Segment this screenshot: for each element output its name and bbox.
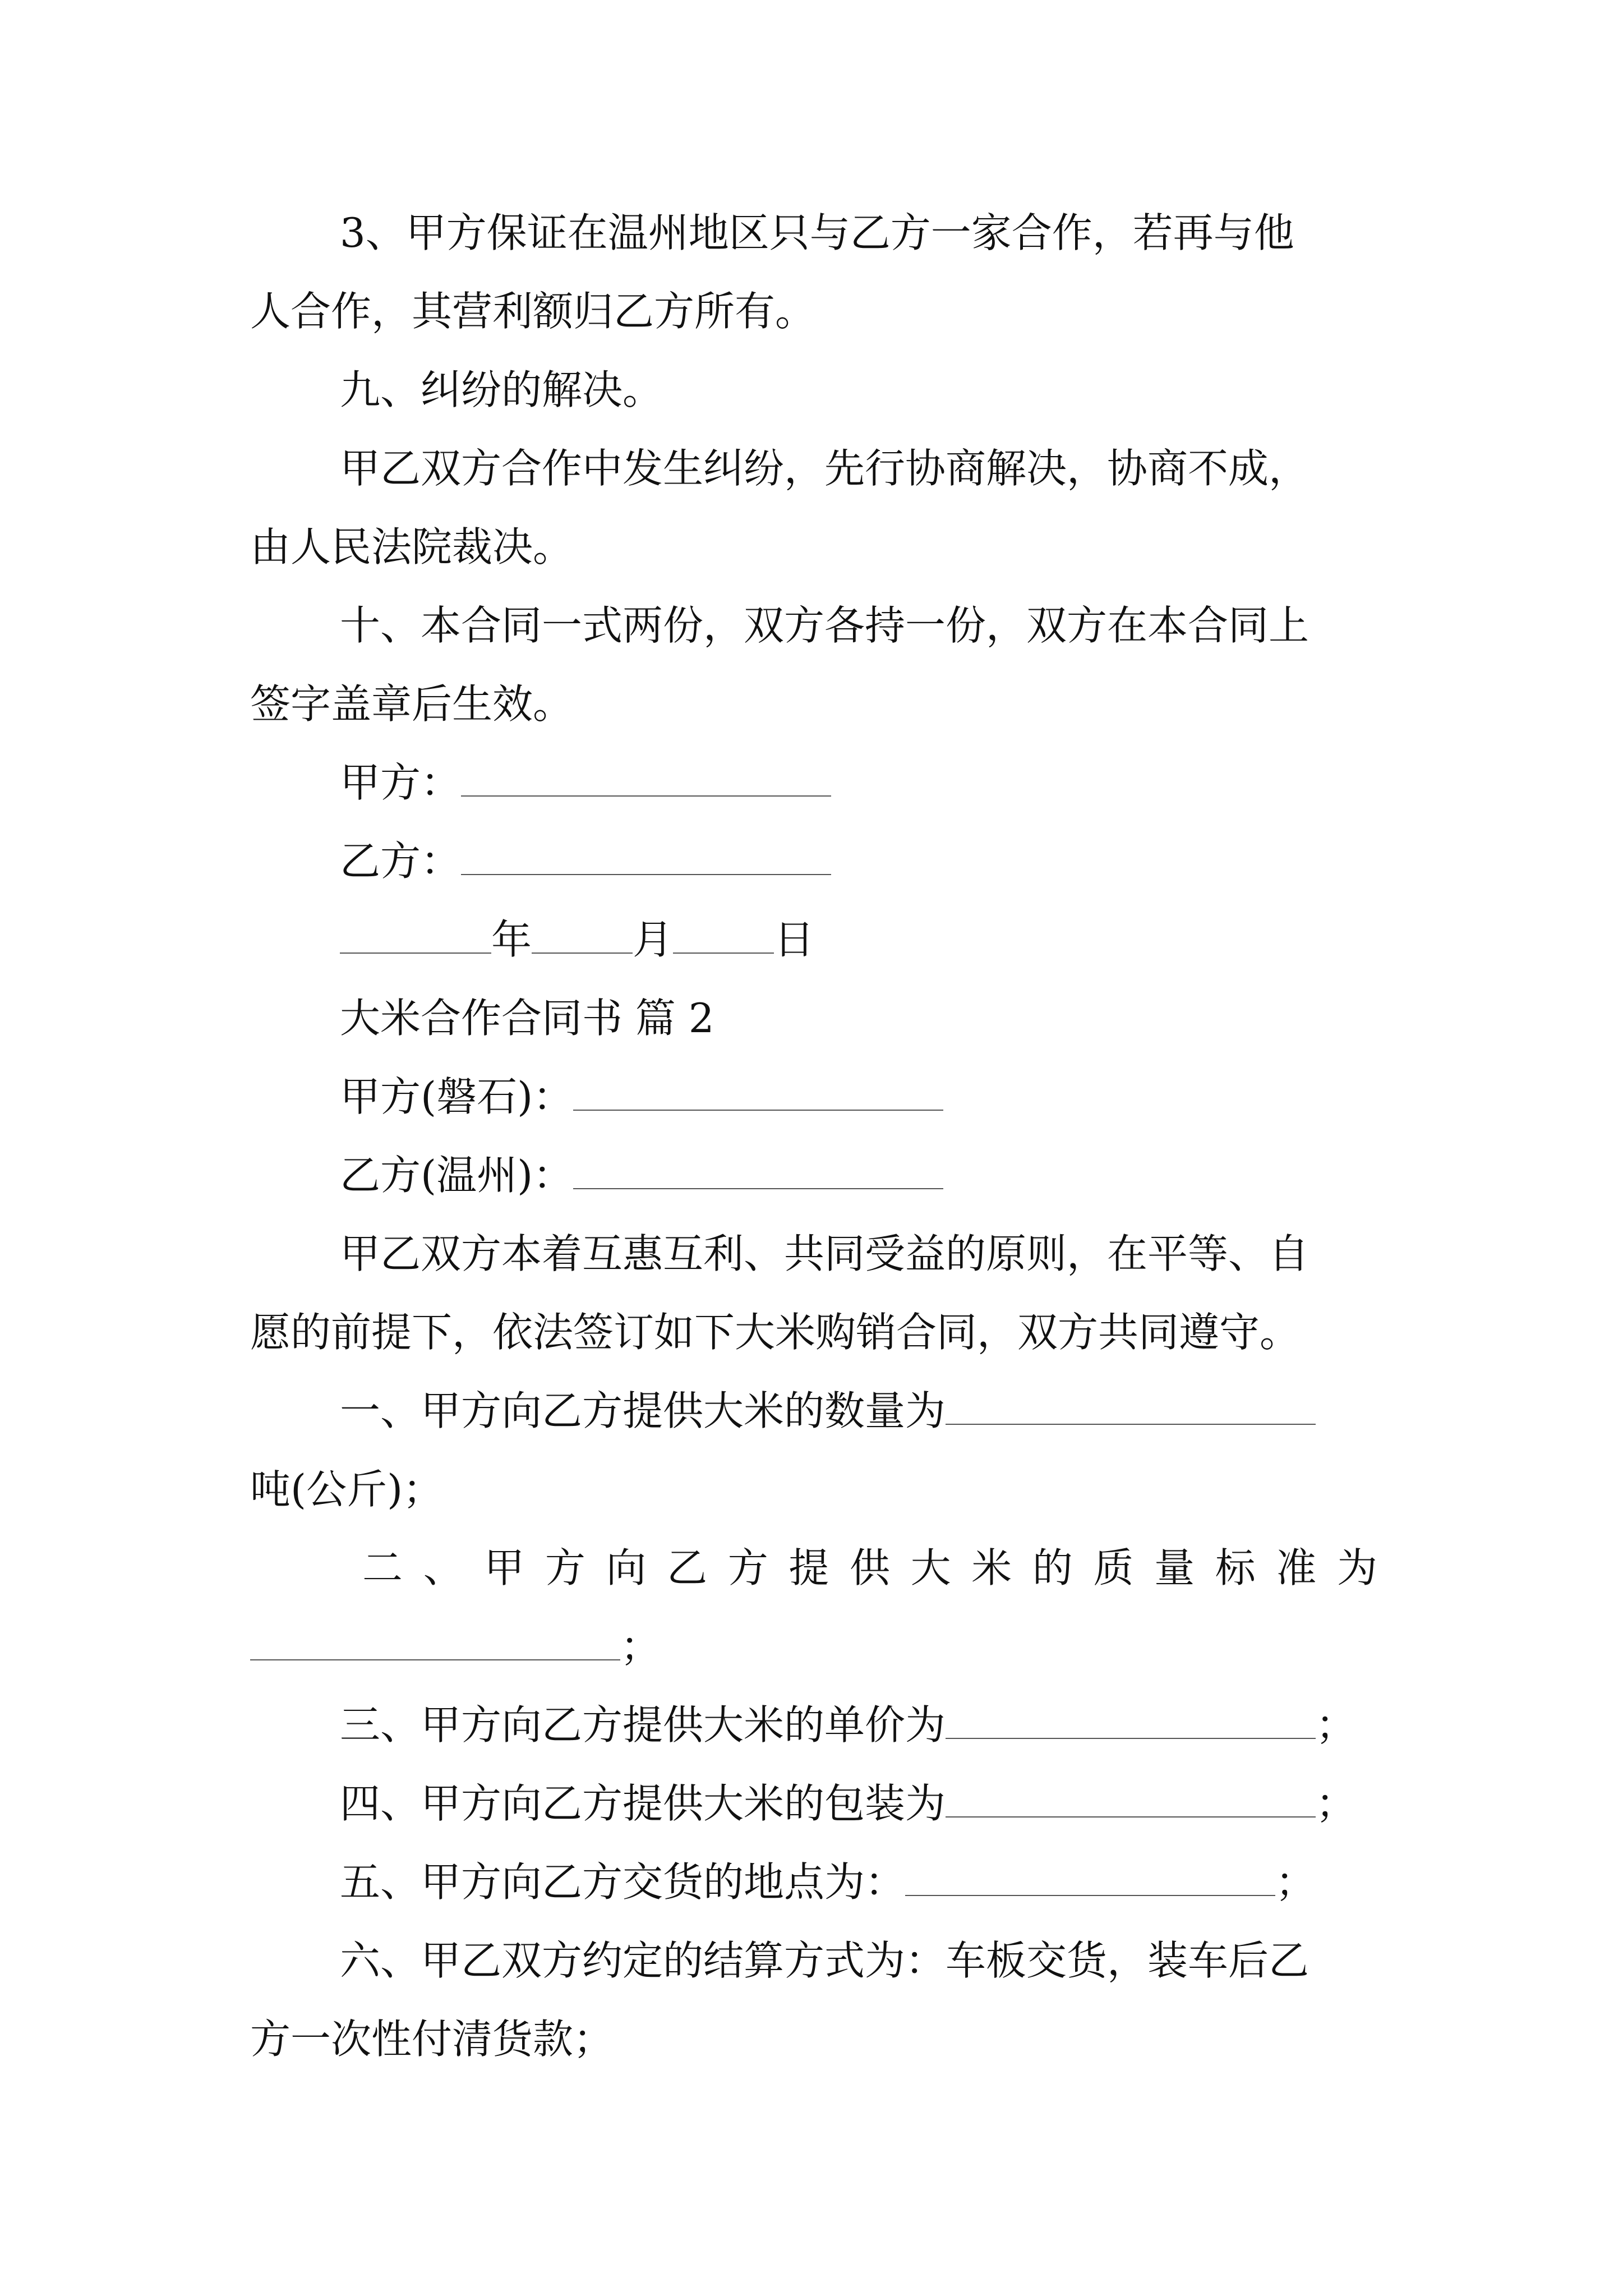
party-b-name-blank bbox=[573, 1151, 943, 1189]
delivery-blank bbox=[905, 1858, 1275, 1896]
packaging-blank bbox=[946, 1779, 1316, 1818]
price-blank bbox=[946, 1701, 1316, 1739]
section-heading: 九、纠纷的解决。 bbox=[340, 366, 663, 413]
quantity-blank bbox=[946, 1387, 1316, 1425]
paragraph-line: 人合作，其营利额归乙方所有。 bbox=[250, 288, 816, 335]
paragraph-line: 愿的前提下，依法签订如下大米购销合同，双方共同遵守。 bbox=[250, 1309, 1301, 1356]
party-a-line: 甲方(磐石)： bbox=[340, 1071, 943, 1122]
clause-packaging: 四、甲方向乙方提供大米的包装为 ； bbox=[340, 1780, 1357, 1827]
paragraph-line: 方一次性付清货款； bbox=[250, 2016, 614, 2063]
document-subtitle: 大米合作合同书 篇 2 bbox=[340, 995, 714, 1042]
month-blank bbox=[532, 915, 633, 954]
paragraph-line: 吨(公斤)； bbox=[250, 1466, 444, 1513]
party-b-signature-line: 乙方： bbox=[340, 836, 831, 886]
party-a-blank bbox=[461, 758, 831, 797]
paragraph-line: 3、甲方保证在温州地区只与乙方一家合作，若再与他 bbox=[340, 209, 1294, 256]
party-b-blank bbox=[461, 837, 831, 875]
party-a-name-blank bbox=[573, 1073, 943, 1111]
date-line: 年 月 日 bbox=[340, 914, 814, 965]
paragraph-line: 甲乙双方本着互惠互利、共同受益的原则，在平等、自 bbox=[340, 1230, 1310, 1277]
paragraph-line: 甲乙双方合作中发生纠纷，先行协商解决，协商不成， bbox=[340, 445, 1310, 492]
clause-settlement: 六、甲乙双方约定的结算方式为：车板交货，装车后乙 bbox=[340, 1937, 1310, 1984]
day-blank bbox=[673, 915, 774, 954]
party-b-line: 乙方(温州)： bbox=[340, 1150, 943, 1200]
quality-blank bbox=[250, 1622, 620, 1660]
party-a-signature-line: 甲方： bbox=[340, 757, 831, 808]
clause-quantity: 一、甲方向乙方提供大米的数量为 bbox=[340, 1386, 1316, 1436]
paragraph-line: 十、本合同一式两份，双方各持一份，双方在本合同上 bbox=[340, 602, 1310, 649]
clause-quality: 二 、 甲 方 向 乙 方 提 供 大 米 的 质 量 标 准 为 bbox=[362, 1544, 1377, 1591]
clause-price: 三、甲方向乙方提供大米的单价为 ； bbox=[340, 1701, 1357, 1749]
clause-delivery: 五、甲方向乙方交货的地点为： ； bbox=[340, 1858, 1316, 1906]
paragraph-line: 由人民法院裁决。 bbox=[250, 523, 574, 570]
paragraph-line: 签字盖章后生效。 bbox=[250, 680, 574, 728]
year-blank bbox=[340, 915, 491, 954]
quality-blank-line: ； bbox=[250, 1621, 661, 1672]
